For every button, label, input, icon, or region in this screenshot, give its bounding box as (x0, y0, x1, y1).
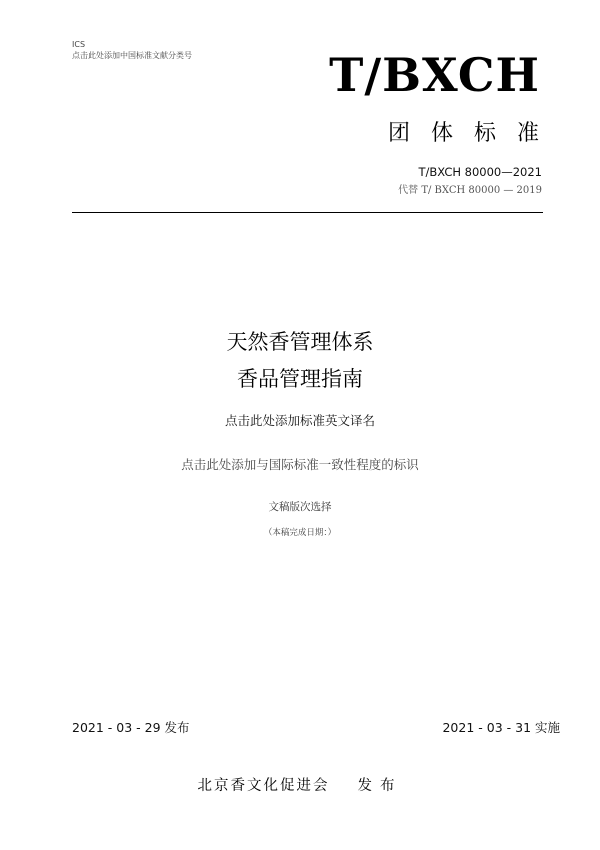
standard-type: 团体标准 (387, 121, 560, 146)
title-line-2: 香品管理指南 (237, 367, 363, 391)
header-divider (72, 212, 543, 213)
consistency-placeholder[interactable]: 点击此处添加与国际标准一致性程度的标识 (181, 457, 419, 472)
draft-stage-selector[interactable]: 文稿版次选择 (268, 501, 332, 513)
classification-placeholder[interactable]: 点击此处添加中国标准文献分类号 (72, 51, 192, 60)
publish-word: 发布 (357, 778, 403, 794)
ics-label: ICS (72, 40, 86, 49)
standard-code: T/BXCH (329, 48, 540, 102)
publisher-name: 北京香文化促进会 (197, 778, 330, 794)
standard-number: T/BXCH 80000—2021 (418, 165, 542, 179)
english-title-placeholder[interactable]: 点击此处添加标准英文译名 (224, 413, 375, 428)
completion-date-note: （本稿完成日期：） (263, 528, 337, 538)
implement-date: 2021 - 03 - 31 实施 (442, 720, 560, 735)
publish-date: 2021 - 03 - 29 发布 (72, 720, 190, 735)
publisher-line (0, 774, 600, 795)
replaces-note: 代替 T/ BXCH 80000 — 2019 (398, 185, 542, 196)
title-line-1: 天然香管理体系 (226, 330, 374, 354)
